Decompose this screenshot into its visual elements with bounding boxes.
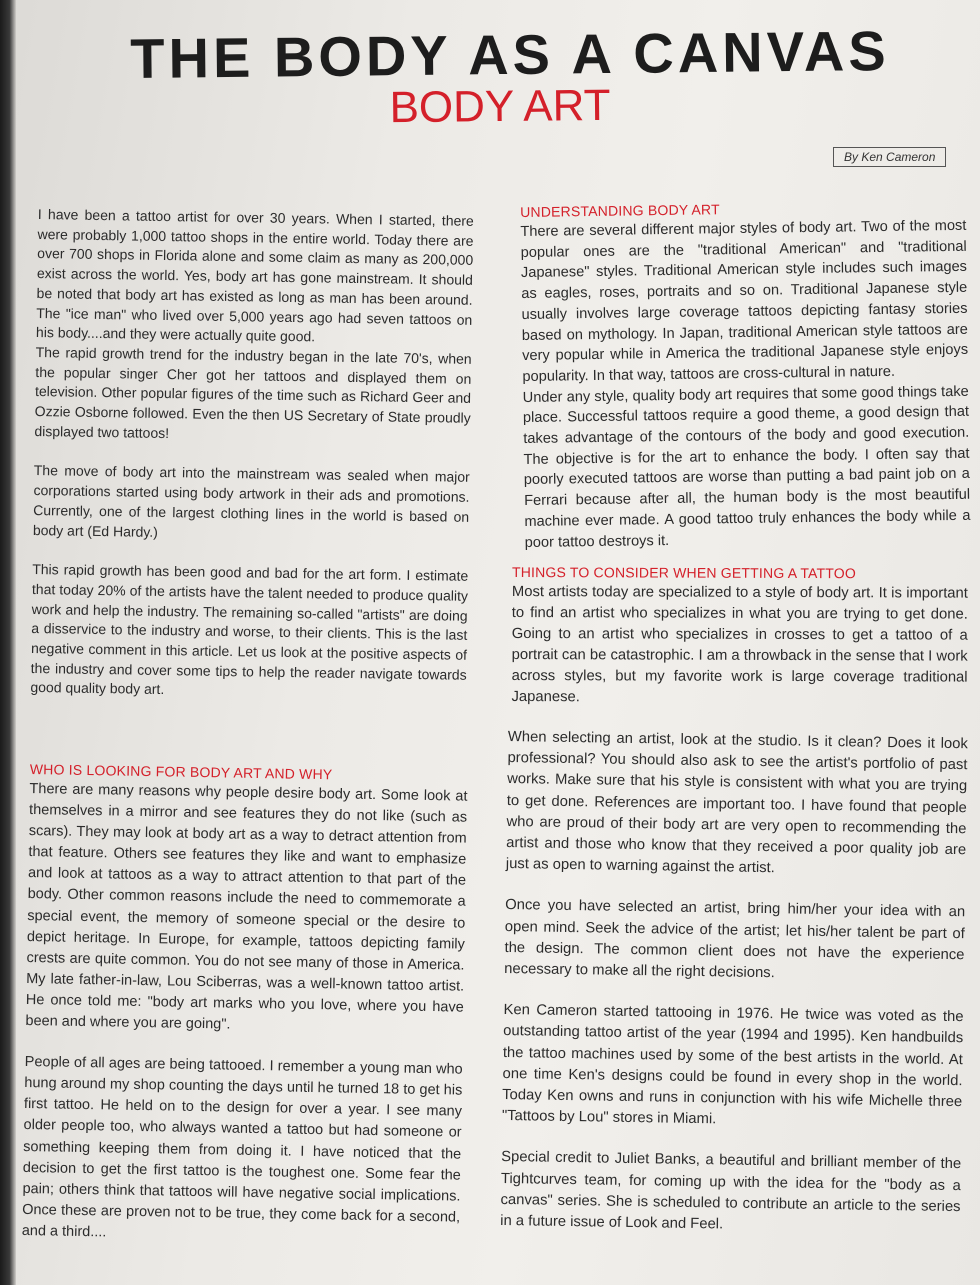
- paragraph-intro-2: The rapid growth trend for the industry began in the late 70's, when the popular singer Cher got her tattoos and displayed them on television. Other popular figures of the time such as Richard Geer and Ozzie Osborne followed. Even the then US Secretary of State proudly displayed two tattoos!: [34, 343, 472, 441]
- section-heading-things: THINGS TO CONSIDER WHEN GETTING A TATTOO: [511, 564, 857, 582]
- paragraph-who-1: There are many reasons why people desire body art. Some look at themselves in a mirror and see features they do not like (such as scars). They may look at body art as a way to detract attention from that feature. Others see features they like and want to emphasize and look at tattoos as a way to attract attention to that part of the body. Other common reasons include the need to commemorate a special event, the memory of someone special or the desire to depict heritage. In Europe, for example, tattoos depicting family crests are quite common. You do not see many of those in America. My late father-in-law, Lou Sciberras, was a well-known tattoo artist. He once told me: "body art marks who you love, where you have been and where you are going".: [25, 780, 468, 1033]
- paragraph-understanding-1: There are several different major styles of body art. Two of the most popular ones are the "traditional American" and "traditional Japanese" styles. Traditional American style includes such images as eagles, roses, portraits and so on. Traditional Japanese style usually involves large coverage tattoos depicting fantasy stories based on mythology. In Japan, traditional American style tattoos are very popular while in America the traditional Japanese style enjoys popularity. In that way, tattoos are cross-cultural in nature.: [520, 217, 969, 385]
- paragraph-intro-1: I have been a tattoo artist for over 30 years. When I started, there were probably 1,000 tattoo shops in the entire world. Today there are over 700 shops in Florida alone and some claim as many as 200,000 exist across the world. Yes, body art has gone mainstream. It should be noted that body art has existed as long as man has been around. The "ice man" who lived over 5,000 years ago had seven tattoos on his body....and they were actually quite good.: [35, 205, 474, 345]
- paragraph-author-bio: Ken Cameron started tattooing in 1976. He twice was voted as the outstanding tattoo artist of the year (1994 and 1995). Ken handbuilds the tattoo machines used by some of the best artists in the world. At one time Ken's designs could be found in every shop in the world. Today Ken owns and runs in conjunction with his wife Michelle three "Tattoos by Lou" stores in Miami.: [501, 1002, 964, 1128]
- paragraph-who-2: People of all ages are being tattooed. I remember a young man who hung around my shop counting the days until he turned 18 to get his first tattoo. He held on to the design for over a year. I see many older people too, who always wanted a tattoo but had someone or something keeping them from doing it. I have noticed that the decision to get the first tattoo is the toughest one. Some fear the pain; others think that tattoos will have negative social implications. Once these are proven not to be true, they come back for a second, and a third....: [21, 1054, 463, 1241]
- paragraph-understanding-2: Under any style, quality body art requires that some good things take place. Successful tattoos require a good theme, a good design that takes advantage of the contours of the body and good execution. The objective is for the art to enhance the body. I often say that poorly executed tattoos are worse than putting a bad paint job on a Ferrari because after all, the human body is the most beautiful machine ever made. A good tattoo truly enhances the body while a poor tattoo destroys it.: [522, 383, 971, 551]
- paragraph-intro-3: The move of body art into the mainstream was sealed when major corporations started using body artwork in their ads and promotions. Currently, one of the largest clothing lines in the world is based on body art (Ed Hardy.): [32, 462, 470, 540]
- page-spine-shadow: [0, 0, 16, 1285]
- paragraph-things-2: When selecting an artist, look at the studio. Is it clean? Does it look professional? You should also ask to see the artist's portfolio of past works. Make sure that his style is consistent with what you are trying to get done. References are important too. I have found that people who are proud of their body art are very open to recommending the artist and those who know that they received a poor quality job are just as open to warning against the artist.: [505, 728, 968, 877]
- left-column-intro: [30, 205, 474, 705]
- section-heading-understanding: UNDERSTANDING BODY ART: [520, 201, 720, 220]
- paragraph-intro-4: This rapid growth has been good and bad for the art form. I estimate that today 20% of the artists have the talent needed to produce quality work and help the industry. The remaining so-called "artists" are doing a disservice to the industry and worse, to their clients. This is the last negative comment in this article. Let us look at the positive aspects of the industry and cover some tips to help the reader navigate towards good quality body art.: [30, 561, 469, 698]
- paragraph-things-3: Once you have selected an artist, bring him/her your idea with an open mind. Seek the advice of the artist; let his/her talent be part of the design. The common client does not have the experience necessary to make all the right decisions.: [504, 897, 966, 982]
- left-column-who: [22, 760, 468, 1250]
- article-subtitle: BODY ART: [389, 80, 611, 133]
- right-column-understanding: [520, 197, 971, 553]
- paragraph-credit: Special credit to Juliet Banks, a beautiful and brilliant member of the Tightcurves team, for coming up with the idea for the "body as a canvas" series. She is scheduled to contribute an article to the series in a future issue of Look and Feel.: [500, 1149, 962, 1233]
- article-title: THE BODY AS A CANVAS: [130, 19, 890, 90]
- paragraph-things-1: Most artists today are specialized to a style of body art. It is important to find an artist who specializes in what you are trying to get done. Going to an artist who specializes in crosses to get a tattoo of a portrait can be catastrophic. I am a throwback in the sense that I work across styles, but my favorite work is large coverage traditional Japanese.: [511, 583, 968, 705]
- right-column-artist-tips: [500, 727, 968, 1239]
- author-byline: By Ken Cameron: [833, 147, 946, 167]
- section-heading-who: WHO IS LOOKING FOR BODY ART AND WHY: [29, 760, 333, 783]
- right-column-things: [511, 563, 968, 709]
